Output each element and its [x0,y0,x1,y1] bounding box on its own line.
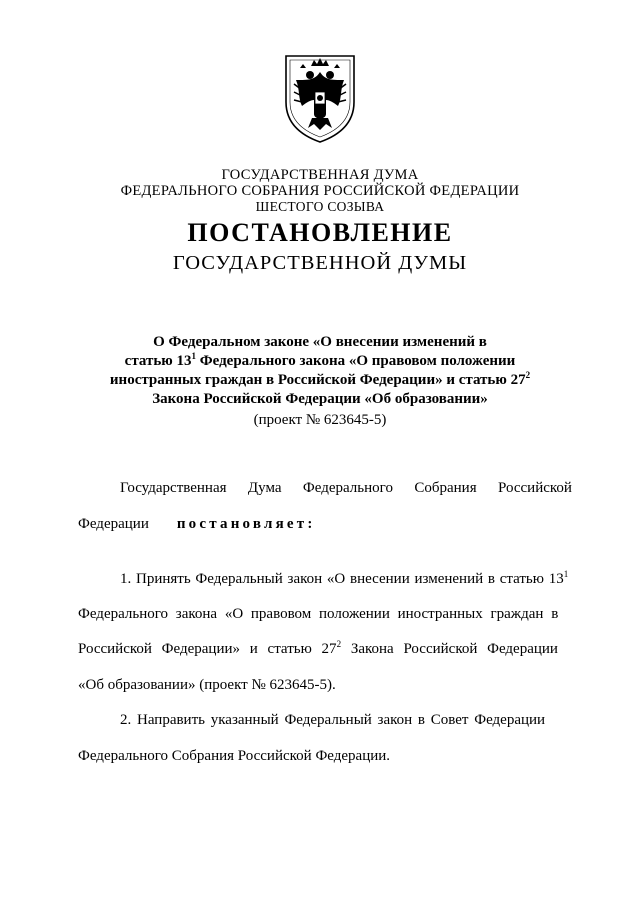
superscript: 1 [191,351,196,361]
item1-line-1: 1. Принять Федеральный закон «О внесении изменений в статью $13^1$ [120,569,569,587]
preamble-line-1: Государственная Дума Федерального Собрания Российской [120,480,572,496]
subject-line-1: О Федеральном законе «О внесении изменений в [153,334,487,350]
subject-line-2: статью $13^1$ Федерального закона «О правовом положении [124,351,516,369]
header-line-convocation: ШЕСТОГО СОЗЫВА [255,199,385,214]
preamble-line-2: Федерации постановляет: [78,516,316,532]
superscript: 1 [563,569,569,579]
subject-project-number: (проект № 623645-5) [253,412,387,428]
item1-line-2: Федерального закона «О правовом положении иностранных граждан в [78,606,559,622]
document-subtitle: ГОСУДАРСТВЕННОЙ ДУМЫ [172,252,468,274]
item2-line-2: Федерального Собрания Российской Федерации. [78,748,391,764]
header-line-duma: ГОСУДАРСТВЕННАЯ ДУМА [221,167,419,183]
superscript: 2 [336,639,342,649]
coat-of-arms-emblem [280,50,360,145]
resolves-word: постановляет: [176,516,316,532]
superscript: 2 [525,370,531,380]
item2-line-1: 2. Направить указанный Федеральный закон в Совет Федерации [120,712,546,728]
subject-line-3: иностранных граждан в Российской Федерации» и статью $27^2$ [109,370,531,388]
document-title: ПОСТАНОВЛЕНИЕ [187,218,453,247]
item1-line-3: Российской Федерации» и статью $27^2$ Закона Российской Федерации [78,639,558,657]
header-line-assembly: ФЕДЕРАЛЬНОГО СОБРАНИЯ РОССИЙСКОЙ ФЕДЕРАЦИИ [120,183,520,199]
item1-line-4: «Об образовании» (проект № 623645-5). [78,677,336,693]
subject-line-4: Закона Российской Федерации «Об образовании» [152,391,488,407]
